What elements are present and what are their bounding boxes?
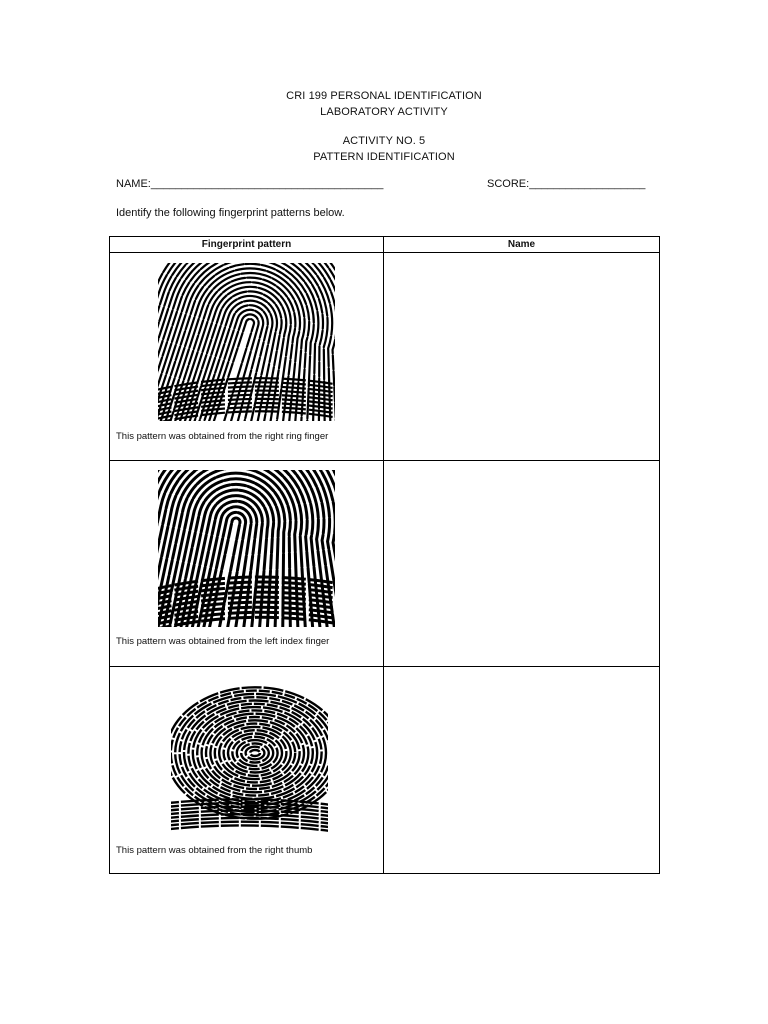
title-block	[0, 88, 768, 120]
name-blank[interactable]: ______________________________________	[150, 178, 384, 190]
answer-cell[interactable]	[384, 461, 660, 667]
fingerprint-loop-icon	[158, 263, 335, 421]
table-header-row	[110, 237, 660, 253]
score-label: SCORE:	[487, 178, 530, 190]
score-field[interactable]	[487, 176, 645, 192]
course-title: CRI 199 PERSONAL IDENTIFICATION	[286, 90, 482, 102]
activity-type: LABORATORY ACTIVITY	[320, 106, 448, 118]
activity-title: PATTERN IDENTIFICATION	[313, 151, 455, 163]
pattern-caption: This pattern was obtained from the right ring finger	[116, 431, 329, 442]
instructions-text: Identify the following fingerprint patterns below.	[116, 207, 345, 219]
fingerprint-loop-icon	[158, 470, 335, 627]
table-row	[110, 461, 660, 667]
name-label: NAME:	[116, 178, 151, 190]
pattern-caption: This pattern was obtained from the left index finger	[116, 636, 330, 647]
score-blank[interactable]: ___________________	[529, 178, 646, 190]
fingerprint-whorl-icon	[171, 681, 328, 834]
fingerprint-table	[109, 236, 660, 874]
answer-cell[interactable]	[384, 253, 660, 461]
activity-heading	[0, 133, 768, 165]
table-row	[110, 667, 660, 874]
activity-number: ACTIVITY NO. 5	[342, 135, 426, 147]
pattern-cell	[110, 667, 384, 874]
pattern-caption: This pattern was obtained from the right thumb	[116, 845, 313, 856]
pattern-cell	[110, 461, 384, 667]
fingerprint-image-3	[171, 681, 328, 834]
fingerprint-image-2	[158, 470, 335, 627]
header-name: Name	[384, 237, 660, 253]
pattern-cell	[110, 253, 384, 461]
fingerprint-image-1	[158, 263, 335, 421]
header-fingerprint-pattern: Fingerprint pattern	[110, 237, 384, 253]
name-field[interactable]	[116, 176, 383, 192]
table-row	[110, 253, 660, 461]
answer-cell[interactable]	[384, 667, 660, 874]
